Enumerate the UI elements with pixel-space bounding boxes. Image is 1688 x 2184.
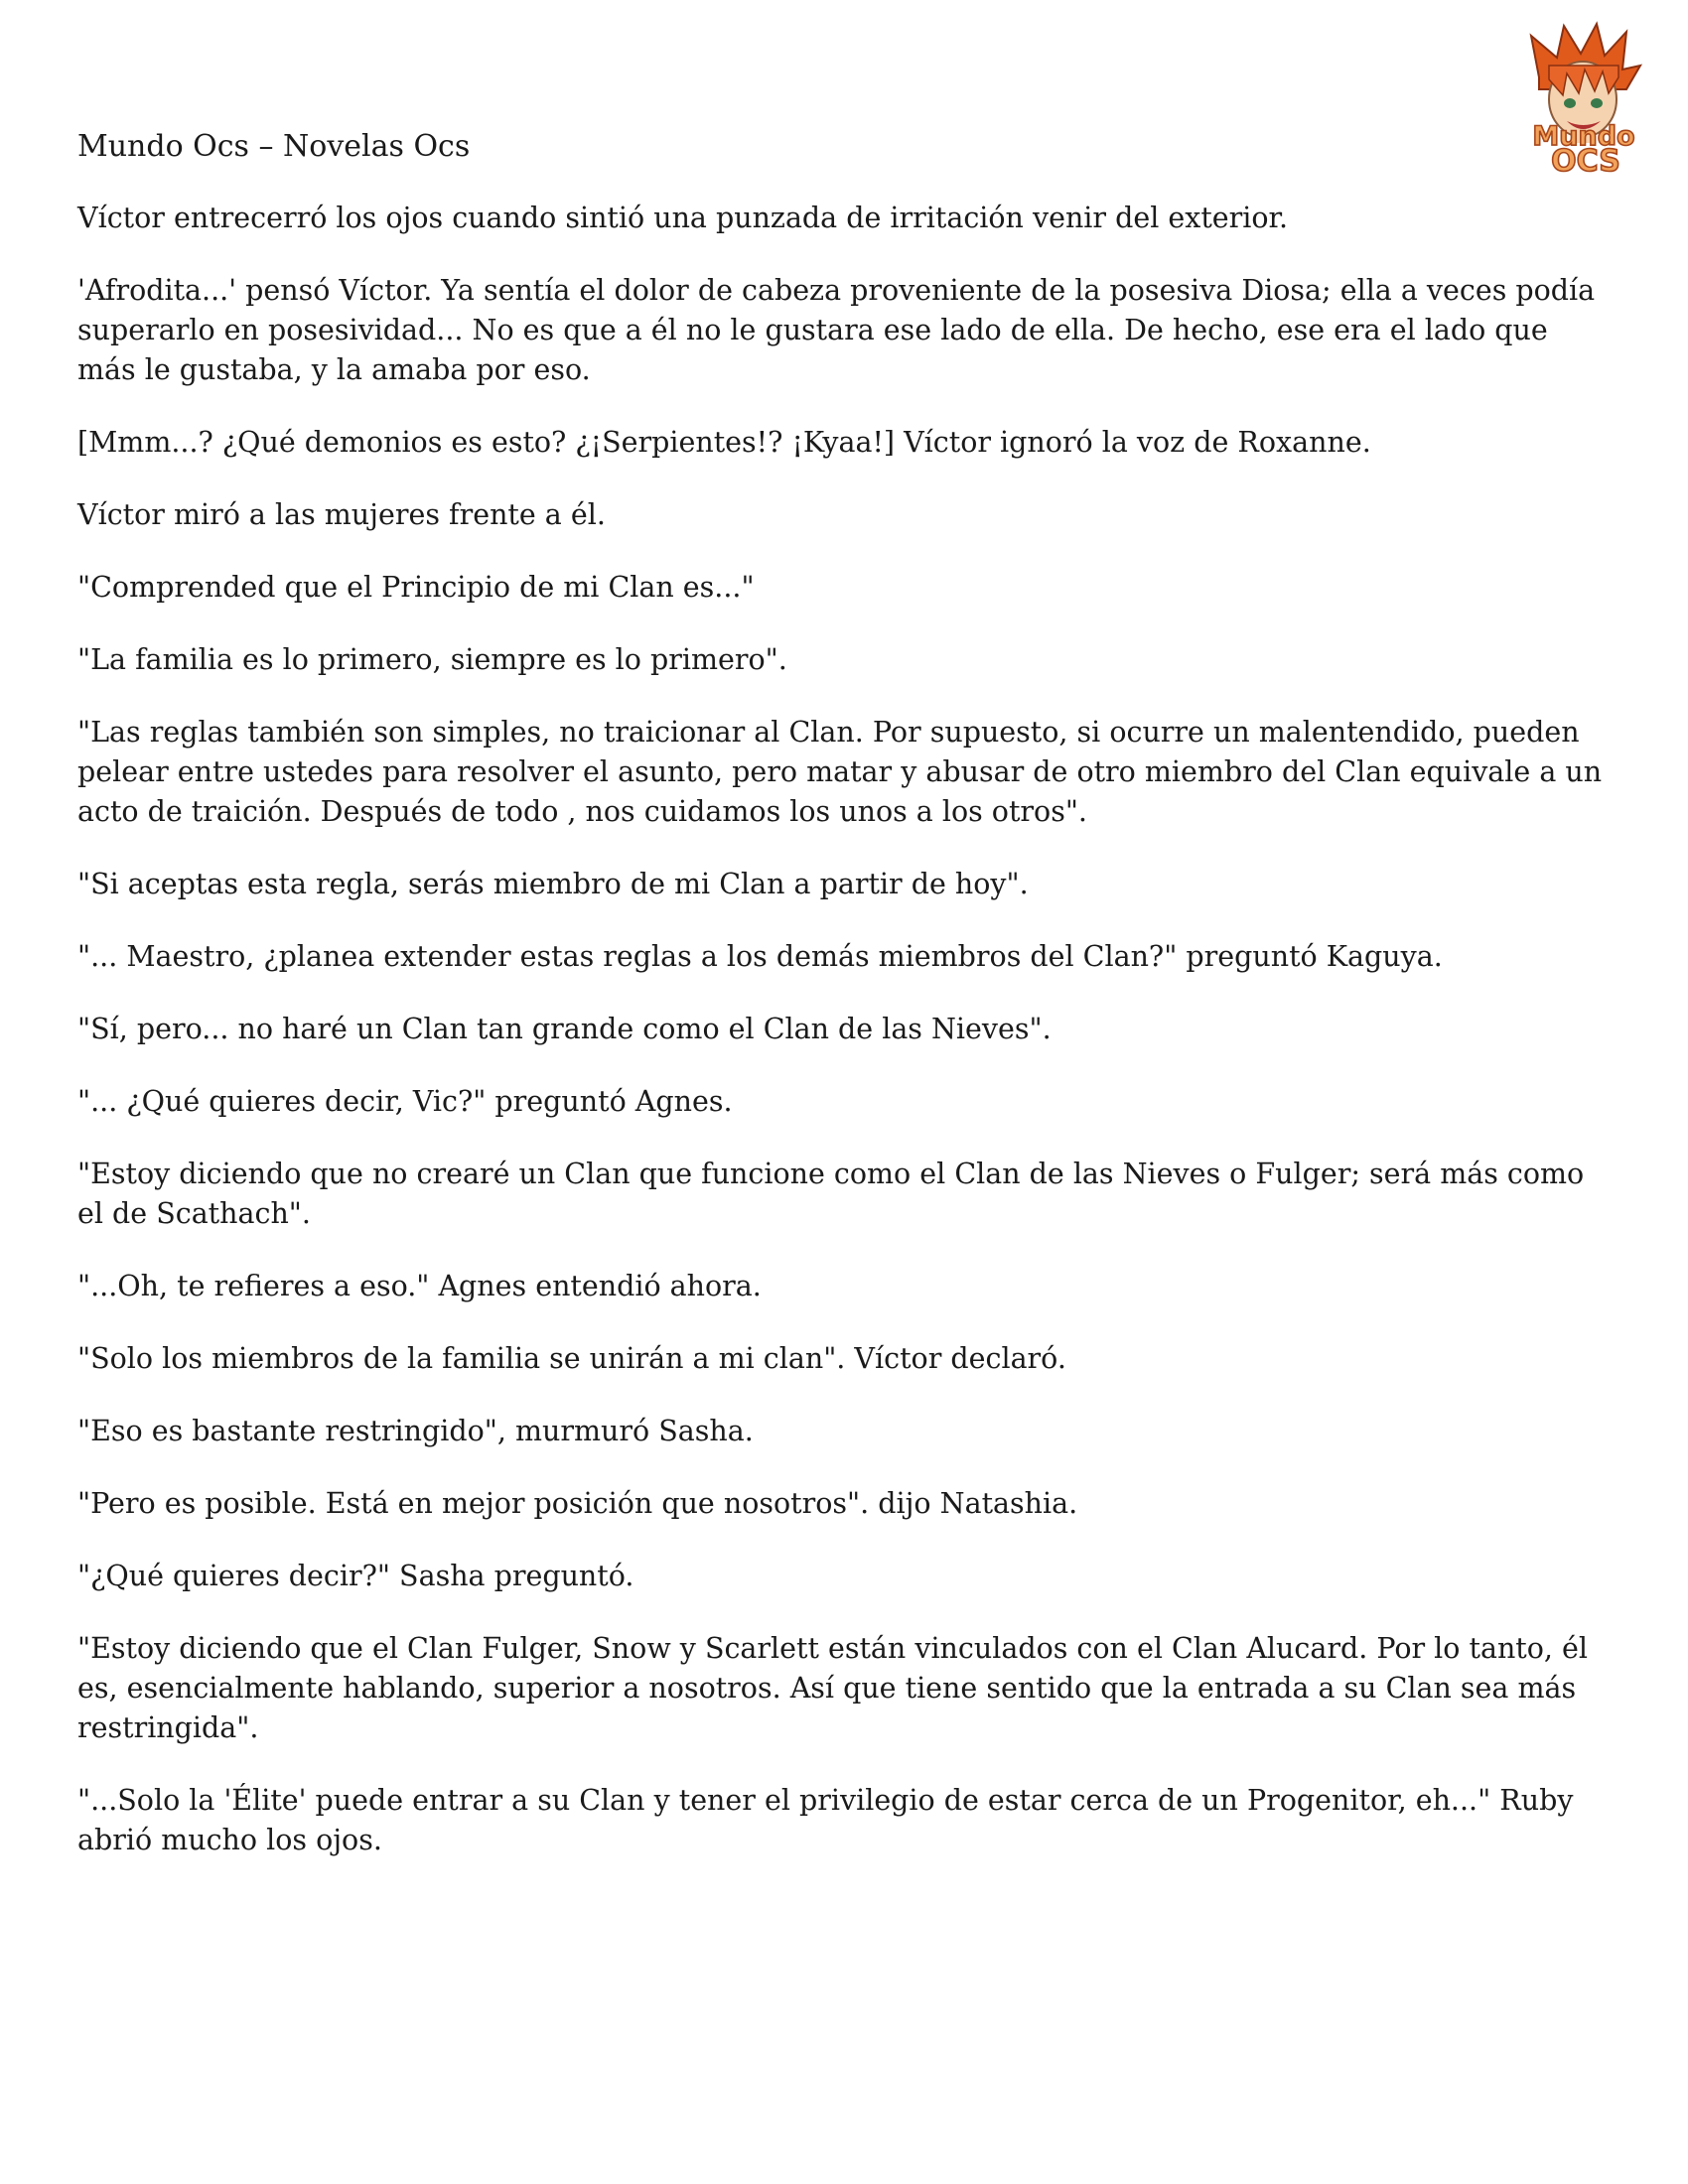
paragraph: "... ¿Qué quieres decir, Vic?" preguntó Agnes. [77, 1085, 733, 1118]
paragraph: "Las reglas también son simples, no traicionar al Clan. Por supuesto, si ocurre un malentendido, pueden pelear entre ustedes para resolver el asunto, pero matar y abusar de otro miembro del Clan equivale a un acto de traición. Después de todo , nos cuidamos los unos a los otros". [77, 716, 1603, 828]
paragraph: "...Solo la 'Élite' puede entrar a su Clan y tener el privilegio de estar cerca de un Progenitor, eh..." Ruby abrió mucho los ojos. [77, 1784, 1574, 1856]
paragraph: "Pero es posible. Está en mejor posición que nosotros". dijo Natashia. [77, 1487, 1078, 1520]
paragraph: "Solo los miembros de la familia se unirán a mi clan". Víctor declaró. [77, 1342, 1066, 1375]
paragraph: "Sí, pero... no haré un Clan tan grande como el Clan de las Nieves". [77, 1013, 1052, 1045]
paragraph: "¿Qué quieres decir?" Sasha preguntó. [77, 1560, 634, 1592]
paragraph: Víctor entrecerró los ojos cuando sintió una punzada de irritación venir del exterior. [77, 202, 1289, 234]
paragraph: "La familia es lo primero, siempre es lo primero". [77, 643, 787, 676]
document-page [77, 127, 1607, 1893]
paragraph: "Eso es bastante restringido", murmuró Sasha. [77, 1415, 754, 1447]
paragraph: "Si aceptas esta regla, serás miembro de mi Clan a partir de hoy". [77, 868, 1029, 900]
paragraph: "... Maestro, ¿planea extender estas reglas a los demás miembros del Clan?" preguntó Kaguya. [77, 940, 1443, 973]
paragraph: Víctor miró a las mujeres frente a él. [77, 498, 606, 531]
paragraph: "...Oh, te refieres a eso." Agnes entendió ahora. [77, 1270, 762, 1302]
document-header: Mundo Ocs – Novelas Ocs [77, 129, 471, 164]
paragraph: [Mmm...? ¿Qué demonios es esto? ¿¡Serpientes!? ¡Kyaa!] Víctor ignoró la voz de Roxanne. [77, 426, 1371, 459]
paragraph: "Estoy diciendo que el Clan Fulger, Snow y Scarlett están vinculados con el Clan Alucard. Por lo tanto, él es, esencialmente hablando, superior a nosotros. Así que tiene sentido que la entrada a su Clan sea más restringida". [77, 1632, 1589, 1744]
paragraph: "Estoy diciendo que no crearé un Clan que funcione como el Clan de las Nieves o Fulger; será más como el de Scathach". [77, 1158, 1585, 1230]
paragraph: 'Afrodita...' pensó Víctor. Ya sentía el dolor de cabeza proveniente de la posesiva Diosa; ella a veces podía superarlo en posesividad... No es que a él no le gustara ese lado de ella. De hecho, ese era el lado que más le gustaba, y la amaba por eso. [77, 274, 1596, 386]
logo-text-line1: Mundo [1532, 121, 1635, 152]
logo-text-line2: OCS [1551, 144, 1620, 177]
paragraph: "Comprended que el Principio de mi Clan es..." [77, 571, 755, 604]
